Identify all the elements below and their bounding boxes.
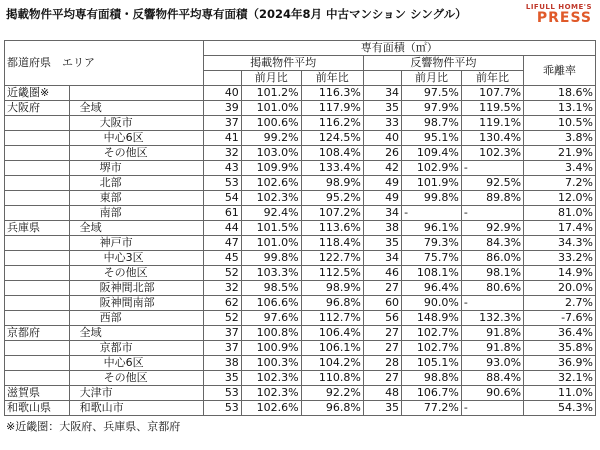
cell-prefecture (5, 206, 70, 221)
cell-inquiry-value: 49 (363, 191, 401, 206)
header-listing: 掲載物件平均 (203, 56, 363, 71)
header-listing-mom: 前月比 (241, 71, 301, 86)
cell-listing-value: 53 (203, 386, 241, 401)
header-region: 都道府県 エリア (5, 41, 204, 86)
area-table (4, 40, 596, 416)
cell-area: その他区 (69, 371, 203, 386)
cell-prefecture (5, 236, 70, 251)
cell-inquiry-mom: - (402, 206, 462, 221)
cell-inquiry-mom: 96.4% (402, 281, 462, 296)
cell-area: 南部 (69, 206, 203, 221)
cell-listing-mom: 103.0% (241, 146, 301, 161)
footnote: ※近畿圏：大阪府、兵庫県、京都府 (6, 420, 181, 433)
cell-prefecture (5, 371, 70, 386)
cell-inquiry-yoy: - (461, 296, 523, 311)
cell-listing-value: 38 (203, 356, 241, 371)
cell-listing-mom: 100.3% (241, 356, 301, 371)
table-row (5, 356, 596, 371)
table-row (5, 251, 596, 266)
cell-inquiry-yoy: - (461, 206, 523, 221)
logo-top-text: LIFULL HOME'S (525, 3, 592, 11)
cell-listing-mom: 102.3% (241, 386, 301, 401)
cell-inquiry-value: 35 (363, 401, 401, 416)
cell-inquiry-yoy: 130.4% (461, 131, 523, 146)
cell-prefecture: 兵庫県 (5, 221, 70, 236)
cell-listing-mom: 101.0% (241, 101, 301, 116)
cell-listing-yoy: 117.9% (301, 101, 363, 116)
header-listing-yoy: 前年比 (301, 71, 363, 86)
cell-listing-yoy: 113.6% (301, 221, 363, 236)
cell-gap-rate: 54.3% (524, 401, 596, 416)
cell-prefecture (5, 251, 70, 266)
cell-inquiry-mom: 102.7% (402, 326, 462, 341)
cell-listing-mom: 102.6% (241, 176, 301, 191)
cell-listing-yoy: 108.4% (301, 146, 363, 161)
brand-logo (526, 3, 592, 25)
cell-listing-yoy: 107.2% (301, 206, 363, 221)
cell-area: 阪神間南部 (69, 296, 203, 311)
cell-prefecture (5, 176, 70, 191)
header-inquiry-mom: 前月比 (402, 71, 462, 86)
cell-inquiry-value: 42 (363, 161, 401, 176)
table-row (5, 86, 596, 101)
cell-listing-yoy: 106.1% (301, 341, 363, 356)
cell-listing-mom: 99.2% (241, 131, 301, 146)
cell-inquiry-mom: 108.1% (402, 266, 462, 281)
cell-listing-yoy: 112.7% (301, 311, 363, 326)
cell-inquiry-yoy: 84.3% (461, 236, 523, 251)
cell-inquiry-yoy: 91.8% (461, 326, 523, 341)
cell-inquiry-mom: 90.0% (402, 296, 462, 311)
cell-inquiry-yoy: 88.4% (461, 371, 523, 386)
cell-listing-mom: 100.8% (241, 326, 301, 341)
cell-prefecture: 和歌山県 (5, 401, 70, 416)
table-row (5, 176, 596, 191)
cell-inquiry-value: 49 (363, 176, 401, 191)
cell-gap-rate: 7.2% (524, 176, 596, 191)
cell-area: 神戸市 (69, 236, 203, 251)
cell-gap-rate: 20.0% (524, 281, 596, 296)
cell-area: 大津市 (69, 386, 203, 401)
cell-listing-yoy: 96.8% (301, 401, 363, 416)
cell-inquiry-mom: 79.3% (402, 236, 462, 251)
cell-inquiry-yoy: 89.8% (461, 191, 523, 206)
cell-prefecture (5, 341, 70, 356)
cell-gap-rate: 33.2% (524, 251, 596, 266)
cell-inquiry-yoy: 93.0% (461, 356, 523, 371)
cell-inquiry-value: 27 (363, 281, 401, 296)
cell-inquiry-mom: 75.7% (402, 251, 462, 266)
cell-listing-mom: 101.0% (241, 236, 301, 251)
cell-inquiry-mom: 102.9% (402, 161, 462, 176)
cell-listing-mom: 102.6% (241, 401, 301, 416)
cell-inquiry-mom: 97.9% (402, 101, 462, 116)
cell-listing-value: 32 (203, 146, 241, 161)
cell-listing-value: 54 (203, 191, 241, 206)
cell-listing-mom: 92.4% (241, 206, 301, 221)
table-row (5, 236, 596, 251)
cell-listing-mom: 106.6% (241, 296, 301, 311)
cell-listing-mom: 100.9% (241, 341, 301, 356)
table-row (5, 281, 596, 296)
cell-inquiry-mom: 105.1% (402, 356, 462, 371)
cell-inquiry-mom: 148.9% (402, 311, 462, 326)
cell-listing-yoy: 133.4% (301, 161, 363, 176)
cell-inquiry-yoy: 98.1% (461, 266, 523, 281)
cell-listing-value: 32 (203, 281, 241, 296)
cell-listing-yoy: 112.5% (301, 266, 363, 281)
table-row (5, 371, 596, 386)
cell-inquiry-value: 28 (363, 356, 401, 371)
cell-listing-value: 35 (203, 371, 241, 386)
cell-listing-yoy: 106.4% (301, 326, 363, 341)
cell-listing-value: 62 (203, 296, 241, 311)
cell-area: その他区 (69, 146, 203, 161)
cell-prefecture (5, 311, 70, 326)
cell-prefecture (5, 131, 70, 146)
cell-listing-mom: 103.3% (241, 266, 301, 281)
cell-area: 北部 (69, 176, 203, 191)
cell-area (69, 86, 203, 101)
cell-listing-yoy: 98.9% (301, 281, 363, 296)
cell-inquiry-yoy: 119.5% (461, 101, 523, 116)
cell-inquiry-mom: 95.1% (402, 131, 462, 146)
cell-gap-rate: 36.4% (524, 326, 596, 341)
cell-prefecture (5, 161, 70, 176)
cell-listing-yoy: 98.9% (301, 176, 363, 191)
table-row (5, 296, 596, 311)
cell-area: その他区 (69, 266, 203, 281)
table-row (5, 191, 596, 206)
cell-listing-value: 52 (203, 311, 241, 326)
table-row (5, 341, 596, 356)
header-listing-value (203, 71, 241, 86)
cell-listing-yoy: 116.2% (301, 116, 363, 131)
cell-area: 全域 (69, 101, 203, 116)
table-row (5, 326, 596, 341)
cell-listing-value: 43 (203, 161, 241, 176)
cell-listing-mom: 99.8% (241, 251, 301, 266)
cell-inquiry-value: 27 (363, 341, 401, 356)
cell-inquiry-mom: 96.1% (402, 221, 462, 236)
cell-inquiry-yoy: 119.1% (461, 116, 523, 131)
logo-main-text: PRESS (536, 10, 592, 26)
cell-listing-mom: 101.2% (241, 86, 301, 101)
cell-listing-yoy: 124.5% (301, 131, 363, 146)
cell-inquiry-yoy: 102.3% (461, 146, 523, 161)
cell-listing-yoy: 110.8% (301, 371, 363, 386)
cell-gap-rate: 18.6% (524, 86, 596, 101)
cell-area: 中心6区 (69, 131, 203, 146)
cell-listing-yoy: 96.8% (301, 296, 363, 311)
cell-inquiry-mom: 98.7% (402, 116, 462, 131)
header-inquiry: 反響物件平均 (363, 56, 523, 71)
cell-area: 東部 (69, 191, 203, 206)
cell-listing-mom: 109.9% (241, 161, 301, 176)
cell-inquiry-yoy: 92.9% (461, 221, 523, 236)
cell-gap-rate: 3.4% (524, 161, 596, 176)
cell-inquiry-value: 60 (363, 296, 401, 311)
cell-gap-rate: 81.0% (524, 206, 596, 221)
cell-gap-rate: 14.9% (524, 266, 596, 281)
cell-gap-rate: 13.1% (524, 101, 596, 116)
cell-listing-mom: 102.3% (241, 371, 301, 386)
cell-area: 和歌山市 (69, 401, 203, 416)
cell-inquiry-yoy: 80.6% (461, 281, 523, 296)
table-body (5, 86, 596, 416)
cell-gap-rate: 21.9% (524, 146, 596, 161)
cell-area: 西部 (69, 311, 203, 326)
cell-area: 阪神間北部 (69, 281, 203, 296)
cell-inquiry-yoy: 90.6% (461, 386, 523, 401)
cell-inquiry-value: 38 (363, 221, 401, 236)
header-area: 専有面積（㎡） (203, 41, 595, 56)
cell-listing-mom: 102.3% (241, 191, 301, 206)
cell-inquiry-value: 40 (363, 131, 401, 146)
cell-area: 中心6区 (69, 356, 203, 371)
cell-listing-value: 37 (203, 341, 241, 356)
cell-listing-value: 44 (203, 221, 241, 236)
cell-inquiry-value: 33 (363, 116, 401, 131)
table-row (5, 266, 596, 281)
cell-gap-rate: 3.8% (524, 131, 596, 146)
cell-inquiry-value: 34 (363, 86, 401, 101)
cell-inquiry-mom: 109.4% (402, 146, 462, 161)
cell-inquiry-yoy: 91.8% (461, 341, 523, 356)
cell-inquiry-value: 35 (363, 101, 401, 116)
cell-inquiry-yoy: 107.7% (461, 86, 523, 101)
cell-inquiry-value: 46 (363, 266, 401, 281)
cell-inquiry-mom: 102.7% (402, 341, 462, 356)
cell-inquiry-mom: 99.8% (402, 191, 462, 206)
cell-listing-mom: 100.6% (241, 116, 301, 131)
cell-prefecture: 京都府 (5, 326, 70, 341)
cell-prefecture: 大阪府 (5, 101, 70, 116)
cell-prefecture (5, 356, 70, 371)
cell-prefecture: 近畿圏※ (5, 86, 70, 101)
cell-prefecture: 滋賀県 (5, 386, 70, 401)
cell-listing-value: 61 (203, 206, 241, 221)
cell-inquiry-value: 34 (363, 251, 401, 266)
table-row (5, 131, 596, 146)
table-row (5, 311, 596, 326)
cell-gap-rate: 34.3% (524, 236, 596, 251)
cell-listing-value: 39 (203, 101, 241, 116)
table-row (5, 146, 596, 161)
table-row (5, 221, 596, 236)
cell-inquiry-value: 56 (363, 311, 401, 326)
cell-listing-yoy: 92.2% (301, 386, 363, 401)
cell-listing-value: 40 (203, 86, 241, 101)
cell-gap-rate: 35.8% (524, 341, 596, 356)
cell-inquiry-mom: 97.5% (402, 86, 462, 101)
cell-prefecture (5, 296, 70, 311)
cell-inquiry-value: 35 (363, 236, 401, 251)
cell-inquiry-mom: 98.8% (402, 371, 462, 386)
cell-listing-mom: 97.6% (241, 311, 301, 326)
cell-prefecture (5, 146, 70, 161)
cell-listing-value: 52 (203, 266, 241, 281)
table-row (5, 101, 596, 116)
table-row (5, 161, 596, 176)
cell-prefecture (5, 116, 70, 131)
cell-inquiry-yoy: - (461, 401, 523, 416)
cell-listing-yoy: 116.3% (301, 86, 363, 101)
header-inquiry-yoy: 前年比 (461, 71, 523, 86)
cell-area: 堺市 (69, 161, 203, 176)
header-inquiry-value (363, 71, 401, 86)
cell-inquiry-mom: 106.7% (402, 386, 462, 401)
cell-area: 全域 (69, 221, 203, 236)
cell-listing-value: 37 (203, 116, 241, 131)
cell-gap-rate: 17.4% (524, 221, 596, 236)
cell-inquiry-yoy: 92.5% (461, 176, 523, 191)
cell-inquiry-value: 27 (363, 326, 401, 341)
cell-inquiry-yoy: - (461, 161, 523, 176)
table-row (5, 206, 596, 221)
cell-gap-rate: 36.9% (524, 356, 596, 371)
cell-inquiry-yoy: 132.3% (461, 311, 523, 326)
cell-listing-value: 47 (203, 236, 241, 251)
cell-gap-rate: 11.0% (524, 386, 596, 401)
cell-inquiry-yoy: 86.0% (461, 251, 523, 266)
cell-area: 大阪市 (69, 116, 203, 131)
cell-area: 中心3区 (69, 251, 203, 266)
cell-prefecture (5, 266, 70, 281)
page-title: 掲載物件平均専有面積・反響物件平均専有面積（2024年8月 中古マンション シングル） (6, 7, 467, 21)
cell-inquiry-value: 26 (363, 146, 401, 161)
cell-inquiry-value: 27 (363, 371, 401, 386)
cell-gap-rate: 10.5% (524, 116, 596, 131)
cell-area: 全域 (69, 326, 203, 341)
cell-listing-mom: 98.5% (241, 281, 301, 296)
table-row (5, 116, 596, 131)
cell-listing-value: 53 (203, 176, 241, 191)
cell-listing-mom: 101.5% (241, 221, 301, 236)
header-gap: 乖離率 (524, 56, 596, 86)
cell-prefecture (5, 281, 70, 296)
cell-listing-yoy: 118.4% (301, 236, 363, 251)
cell-listing-value: 53 (203, 401, 241, 416)
cell-prefecture (5, 191, 70, 206)
cell-listing-value: 37 (203, 326, 241, 341)
cell-inquiry-value: 34 (363, 206, 401, 221)
table-row (5, 386, 596, 401)
cell-gap-rate: 32.1% (524, 371, 596, 386)
cell-gap-rate: -7.6% (524, 311, 596, 326)
cell-listing-yoy: 104.2% (301, 356, 363, 371)
cell-inquiry-mom: 77.2% (402, 401, 462, 416)
cell-listing-value: 45 (203, 251, 241, 266)
cell-listing-value: 41 (203, 131, 241, 146)
cell-area: 京都市 (69, 341, 203, 356)
table-row (5, 401, 596, 416)
cell-inquiry-value: 48 (363, 386, 401, 401)
cell-inquiry-mom: 101.9% (402, 176, 462, 191)
cell-gap-rate: 12.0% (524, 191, 596, 206)
cell-listing-yoy: 122.7% (301, 251, 363, 266)
cell-gap-rate: 2.7% (524, 296, 596, 311)
cell-listing-yoy: 95.2% (301, 191, 363, 206)
